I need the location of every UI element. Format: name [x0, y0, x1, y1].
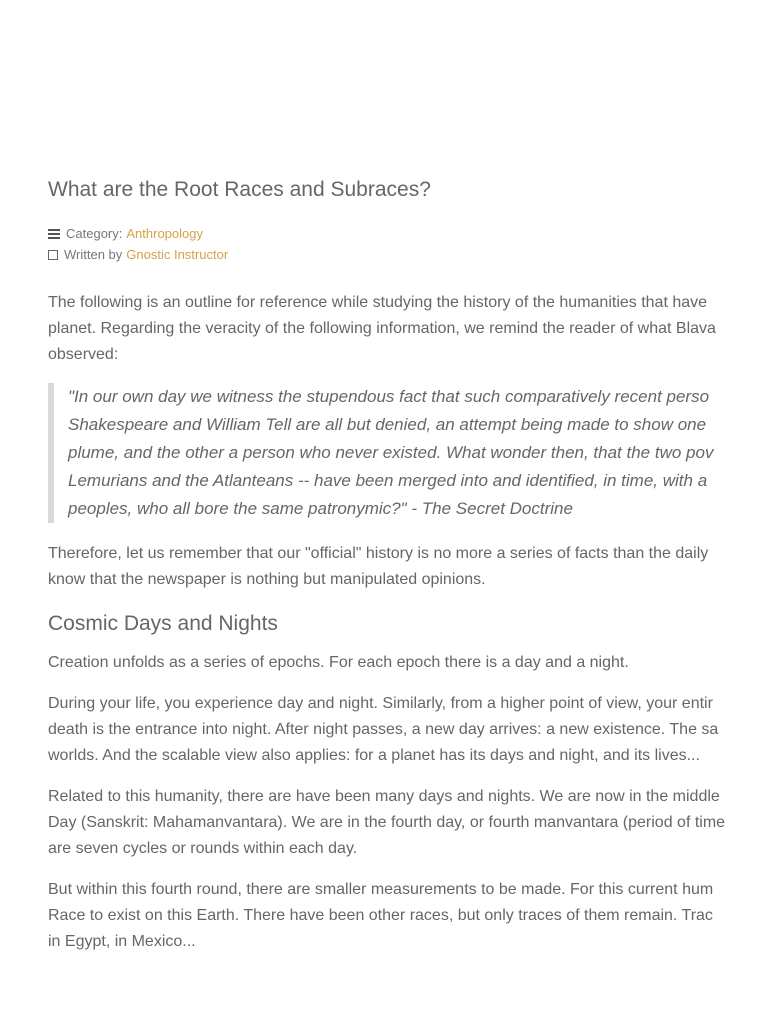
quote-line: peoples, who all bore the same patronymic?" - The Secret Doctrine	[68, 499, 573, 518]
related-line: Related to this humanity, there are have been many days and nights. We are now in the middle	[48, 788, 720, 805]
section-heading: Cosmic Days and Nights	[48, 612, 278, 635]
intro-paragraph	[48, 290, 768, 368]
category-label: Category:	[66, 226, 123, 241]
fourth-round-line: Race to exist on this Earth. There have been other races, but only traces of them remain. Trac	[48, 907, 713, 924]
life-line: During your life, you experience day and night. Similarly, from a higher point of view, your entir	[48, 695, 713, 712]
fourth-round-line: But within this fourth round, there are smaller measurements to be made. For this current hum	[48, 881, 714, 898]
life-line: death is the entrance into night. After night passes, a new day arrives: a new existence. The sa	[48, 721, 719, 738]
article	[48, 174, 768, 970]
creation-paragraph: Creation unfolds as a series of epochs. For each epoch there is a day and a night.	[48, 654, 629, 671]
intro-line: planet. Regarding the veracity of the following information, we remind the reader of what Blava	[48, 320, 716, 337]
related-line: are seven cycles or rounds within each day.	[48, 840, 358, 857]
quote-line: plume, and the other a person who never existed. What wonder then, that the two pov	[68, 443, 714, 462]
fourth-round-paragraph	[48, 877, 768, 955]
related-line: Day (Sanskrit: Mahamanvantara). We are in the fourth day, or fourth manvantara (period of time	[48, 814, 726, 831]
square-icon	[48, 250, 58, 260]
quote-line: Shakespeare and William Tell are all but denied, an attempt being made to show one	[68, 415, 707, 434]
life-paragraph	[48, 691, 768, 769]
article-body	[48, 290, 768, 955]
life-line: worlds. And the scalable view also applies: for a planet has its days and night, and its lives...	[48, 747, 700, 764]
intro-line: The following is an outline for reference while studying the history of the humanities that have	[48, 294, 708, 311]
related-paragraph	[48, 784, 768, 862]
fourth-round-line: in Egypt, in Mexico...	[48, 933, 196, 950]
author-link[interactable]: Gnostic Instructor	[126, 247, 229, 262]
menu-icon	[48, 229, 60, 239]
category-row	[48, 223, 768, 244]
quote-line: Lemurians and the Atlanteans -- have been merged into and identified, in time, with a	[68, 471, 708, 490]
therefore-line: know that the newspaper is nothing but manipulated opinions.	[48, 571, 486, 588]
secret-doctrine-quote	[48, 383, 768, 523]
article-title: What are the Root Races and Subraces?	[48, 178, 431, 201]
author-label: Written by	[64, 247, 123, 262]
therefore-line: Therefore, let us remember that our "official" history is no more a series of facts than the daily	[48, 545, 709, 562]
article-meta	[48, 223, 768, 265]
author-row	[48, 244, 768, 265]
therefore-paragraph	[48, 541, 768, 593]
category-link[interactable]: Anthropology	[126, 226, 203, 241]
intro-line: observed:	[48, 346, 119, 363]
quote-line: "In our own day we witness the stupendous fact that such comparatively recent perso	[68, 387, 710, 406]
